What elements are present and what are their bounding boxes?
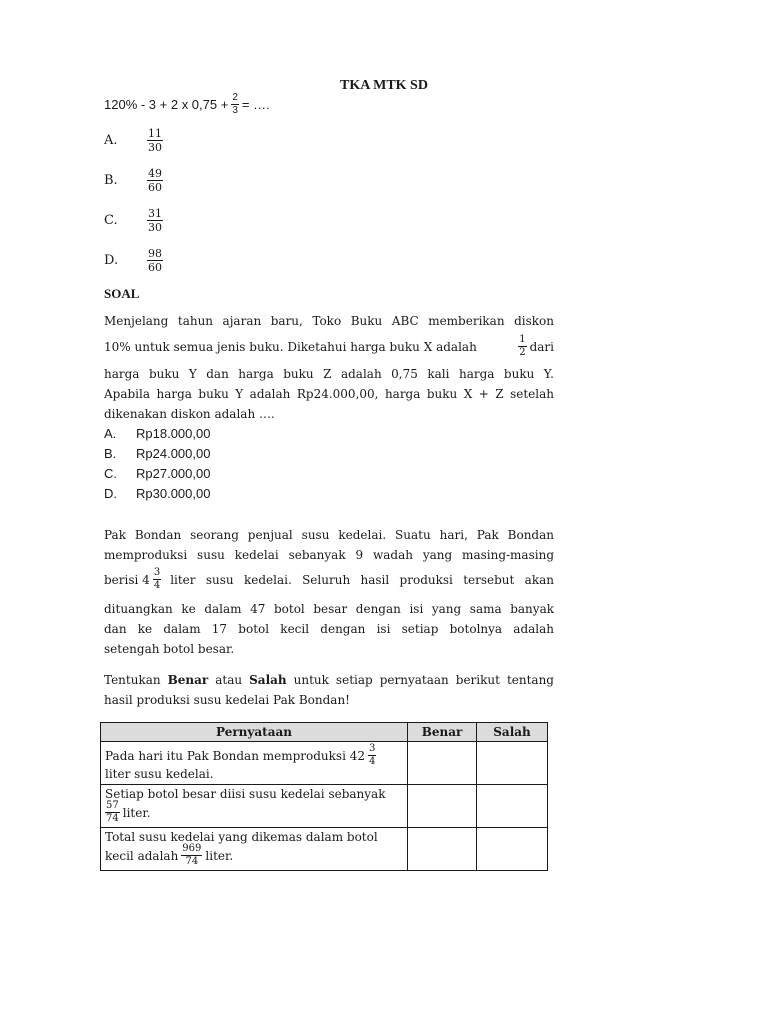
soal-option-b <box>104 446 210 461</box>
soal-paragraph-line: harga buku Y dan harga buku Z adalah 0,75 kali harga buku Y. <box>104 367 554 381</box>
bondan-paragraph-line: Pak Bondan seorang penjual susu kedelai. Suatu hari, Pak Bondan <box>104 528 554 542</box>
fraction-denominator: 4 <box>153 580 161 591</box>
soal-paragraph-line <box>104 335 554 358</box>
option-label: D. <box>104 253 119 268</box>
document-title: TKA MTK SD <box>340 78 428 93</box>
fraction-denominator: 30 <box>148 141 162 154</box>
header-salah: Salah <box>477 723 548 742</box>
fraction-denominator: 74 <box>185 856 199 867</box>
fraction-numerator: 49 <box>148 167 162 180</box>
option-label: D. <box>104 486 117 501</box>
benar-cell[interactable] <box>408 742 477 785</box>
bondan-paragraph-line: dan ke dalam 17 botol kecil dengan isi setiap botolnya adalah <box>104 622 554 636</box>
fraction-numerator: 3 <box>369 743 376 754</box>
soal-option-a <box>104 426 210 441</box>
statement-text: Pada hari itu Pak Bondan memproduksi 42 <box>105 748 366 763</box>
soal-line-text: dari <box>529 339 554 354</box>
question-1-expression <box>104 93 270 116</box>
option-fraction <box>147 168 163 193</box>
instruction-line <box>104 673 554 687</box>
salah-cell[interactable] <box>477 742 548 785</box>
bondan-paragraph-line: memproduksi susu kedelai sebanyak 9 wadah yang masing-masing <box>104 548 554 562</box>
table-row <box>101 785 548 828</box>
option-text: Rp27.000,00 <box>136 466 211 481</box>
statement-fraction <box>105 801 120 824</box>
fraction-denominator: 74 <box>106 813 119 824</box>
bondan-paragraph-line <box>104 568 554 591</box>
statement-text: liter susu kedelai. <box>105 767 214 781</box>
table-header-row <box>101 723 548 742</box>
fraction-denominator: 4 <box>369 756 376 767</box>
option-fraction <box>147 128 163 153</box>
option-label: C. <box>104 466 117 481</box>
table-row <box>101 828 548 871</box>
bondan-line-text: liter susu kedelai. Seluruh hasil produksi tersebut akan <box>170 572 554 587</box>
instruction-text: Tentukan <box>104 673 168 687</box>
q1-expression-text: 120% - 3 + 2 x 0,75 + <box>104 97 229 112</box>
fraction-denominator: 3 <box>232 105 238 116</box>
bondan-paragraph-line: setengah botol besar. <box>104 642 235 656</box>
statement-cell <box>101 828 408 871</box>
q1-option-d <box>104 248 166 273</box>
soal-fraction <box>518 335 526 358</box>
statement-text: liter. <box>122 805 151 820</box>
fraction-numerator: 31 <box>148 207 162 220</box>
benar-cell[interactable] <box>408 828 477 871</box>
soal-paragraph-line: Menjelang tahun ajaran baru, Toko Buku ABC memberikan diskon <box>104 314 554 328</box>
option-fraction <box>147 248 163 273</box>
fraction-numerator: 969 <box>182 843 202 854</box>
instruction-benar: Benar <box>167 673 209 687</box>
option-fraction <box>147 208 163 233</box>
statement-fraction <box>181 844 202 867</box>
option-label: A. <box>104 426 117 441</box>
fraction-denominator: 30 <box>148 221 162 234</box>
instruction-text: untuk setiap pernyataan berikut tentang <box>286 673 554 687</box>
q1-expression-tail: = …. <box>241 97 270 112</box>
statement-text: Setiap botol besar diisi susu kedelai sebanyak <box>105 787 386 801</box>
statement-text: kecil adalah <box>105 848 179 863</box>
bondan-paragraph-line: dituangkan ke dalam 47 botol besar dengan isi yang sama banyak <box>104 602 554 616</box>
statement-cell <box>101 785 408 828</box>
soal-paragraph-line: dikenakan diskon adalah …. <box>104 407 275 421</box>
soal-option-c <box>104 466 210 481</box>
salah-cell[interactable] <box>477 785 548 828</box>
fraction-denominator: 60 <box>148 181 162 194</box>
q1-fraction <box>231 93 239 116</box>
statement-table <box>100 722 548 871</box>
option-text: Rp24.000,00 <box>136 446 211 461</box>
statement-text: liter. <box>205 848 234 863</box>
soal-heading: SOAL <box>104 286 140 301</box>
statement-cell <box>101 742 408 785</box>
soal-line-text: 10% untuk semua jenis buku. Diketahui harga buku X adalah <box>104 339 477 354</box>
bondan-fraction <box>153 568 161 591</box>
option-label: B. <box>104 173 118 188</box>
statement-text: Total susu kedelai yang dikemas dalam botol <box>105 830 378 844</box>
instruction-text: atau <box>208 673 250 687</box>
option-label: C. <box>104 213 118 228</box>
instruction-salah: Salah <box>249 673 287 687</box>
fraction-numerator: 11 <box>148 127 162 140</box>
header-pernyataan: Pernyataan <box>101 723 408 742</box>
option-label: B. <box>104 446 117 461</box>
soal-paragraph-line: Apabila harga buku Y adalah Rp24.000,00, harga buku X + Z setelah <box>104 387 554 401</box>
option-text: Rp18.000,00 <box>136 426 211 441</box>
q1-option-a <box>104 128 166 153</box>
salah-cell[interactable] <box>477 828 548 871</box>
bondan-line-text: berisi 4 <box>104 572 150 587</box>
fraction-numerator: 1 <box>519 334 526 345</box>
benar-cell[interactable] <box>408 785 477 828</box>
option-label: A. <box>104 133 118 148</box>
header-benar: Benar <box>408 723 477 742</box>
fraction-denominator: 2 <box>519 347 526 358</box>
instruction-line: hasil produksi susu kedelai Pak Bondan! <box>104 693 350 707</box>
soal-option-d <box>104 486 210 501</box>
option-text: Rp30.000,00 <box>136 486 211 501</box>
fraction-denominator: 60 <box>148 261 162 274</box>
fraction-numerator: 3 <box>153 567 161 578</box>
q1-option-b <box>104 168 166 193</box>
table-row <box>101 742 548 785</box>
fraction-numerator: 98 <box>148 247 162 260</box>
statement-fraction <box>368 744 376 767</box>
q1-option-c <box>104 208 166 233</box>
fraction-numerator: 2 <box>232 92 238 103</box>
fraction-numerator: 57 <box>106 800 119 811</box>
